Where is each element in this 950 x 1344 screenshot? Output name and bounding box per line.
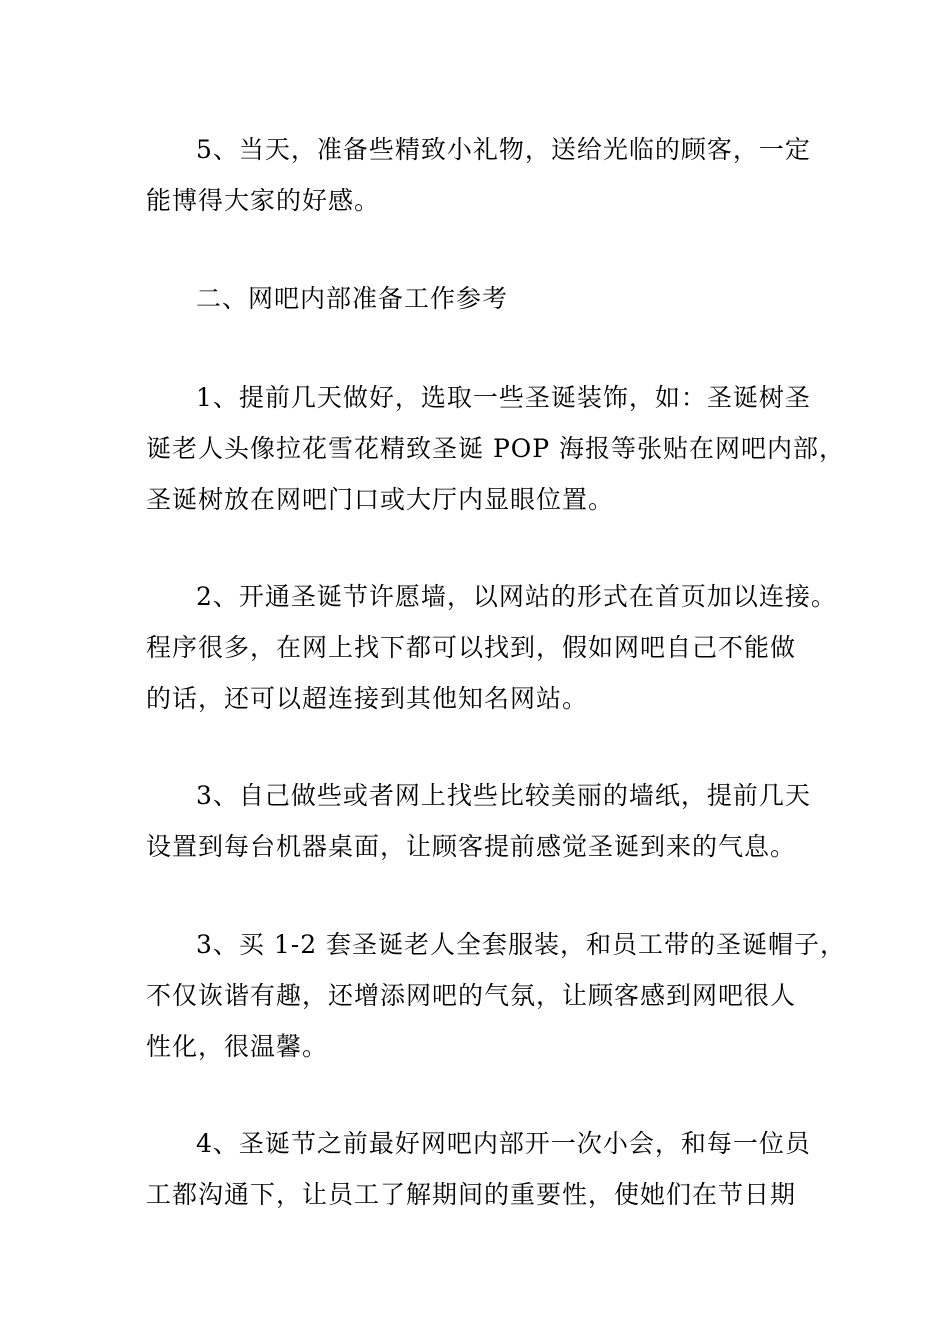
paragraph-item-3-wallpaper <box>146 770 846 872</box>
paragraph-item-2-wish-wall <box>146 571 846 724</box>
paragraph-line: 能博得大家的好感。 <box>146 186 381 215</box>
paragraph-line: 的话，还可以超连接到其他知名网站。 <box>146 684 589 713</box>
paragraph-line: 工都沟通下，让员工了解期间的重要性，使她们在节日期 <box>146 1180 797 1209</box>
section-heading-internal-preparation <box>146 273 846 324</box>
section-heading-text: 二、网吧内部准备工作参考 <box>196 284 509 313</box>
paragraph-line: 2、开通圣诞节许愿墙，以网站的形式在首页加以连接。 <box>196 582 837 611</box>
paragraph-line: 1、提前几天做好，选取一些圣诞装饰，如：圣诞树圣 <box>196 383 811 412</box>
paragraph-line: 不仅诙谐有趣，还增添网吧的气氛，让顾客感到网吧很人 <box>146 981 797 1010</box>
paragraph-line: 设置到每台机器桌面，让顾客提前感觉圣诞到来的气息。 <box>146 832 797 861</box>
paragraph-line: 4、圣诞节之前最好网吧内部开一次小会，和每一位员 <box>196 1129 811 1158</box>
paragraph-line: 圣诞树放在网吧门口或大厅内显眼位置。 <box>146 485 615 514</box>
paragraph-line: 3、自己做些或者网上找些比较美丽的墙纸，提前几天 <box>196 781 811 810</box>
paragraph-line: 程序很多，在网上找下都可以找到，假如网吧自己不能做 <box>146 633 797 662</box>
paragraph-item-5-gifts <box>146 124 846 226</box>
paragraph-item-1-decorations <box>146 372 846 525</box>
paragraph-line: 诞老人头像拉花雪花精致圣诞 POP 海报等张贴在网吧内部， <box>146 434 846 463</box>
paragraph-line: 性化，很温馨。 <box>146 1032 329 1061</box>
paragraph-item-4-staff-meeting <box>146 1118 846 1220</box>
paragraph-line: 5、当天，准备些精致小礼物，送给光临的顾客，一定 <box>196 135 811 164</box>
paragraph-line: 3、买 1-2 套圣诞老人全套服装，和员工带的圣诞帽子， <box>196 930 847 959</box>
paragraph-item-3-costumes <box>146 919 846 1072</box>
